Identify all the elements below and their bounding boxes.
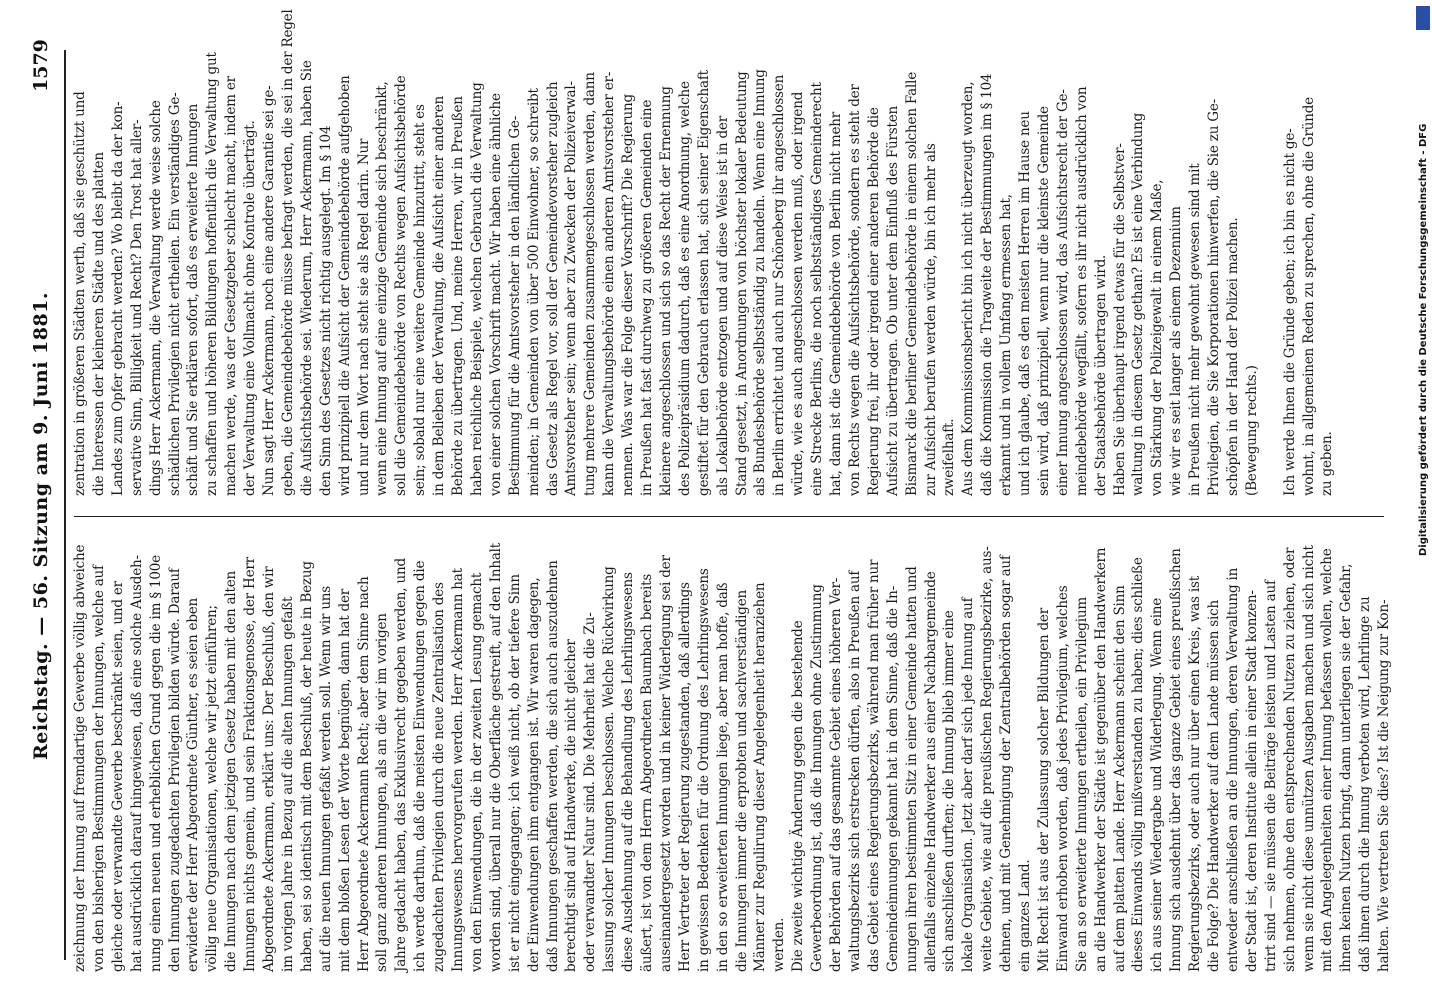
page-number: 1579 <box>30 39 52 92</box>
text-line: die Interessen der kleineren Städte und des platten <box>90 152 107 496</box>
text-line: Aus dem Kommissionsbericht bin ich nicht überzeugt worden, <box>960 81 977 496</box>
text-line: ein ganzes Land. <box>1017 859 1033 972</box>
text-line: Gemeindeinnungen gekannt hat in dem Sinne, daß die In- <box>884 586 901 972</box>
text-line: meindebehörde wegfällt, sofern es ihr nicht ausdrücklich von <box>1073 86 1090 496</box>
text-line: lokale Organisation. Jetzt aber darf sich jede Innung auf <box>960 597 977 972</box>
text-line: eine Strecke Berlins, die noch selbstständiges Gemeinderecht <box>809 82 826 496</box>
text-line: lassung solcher Innungen beschlossen. Welche Rückwirkung <box>601 566 618 972</box>
text-line: gestiftet für den Gebrauch erlassen hat, sich seiner Eigenschaft <box>695 70 712 496</box>
text-line: waltung in diesem Gesetz gethan? Es ist eine Verbindung <box>1130 112 1147 496</box>
text-line: trirt sind — sie müssen die Beiträge leisten und Lasten auf <box>1262 580 1279 972</box>
text-line: Innungswesens hervorgerufen werden. Herr Ackermann hat <box>450 568 466 972</box>
text-line: daß Innungen geschaffen werden, die sich auch auszudehnen <box>544 560 561 972</box>
text-line: und nur dem Wort nach steht sie als Regel darin. Nur <box>355 138 372 496</box>
text-line: zweifelhaft. <box>941 418 958 496</box>
text-line: Nun sagt Herr Ackermann, noch eine andere Garantie sei ge- <box>261 85 277 496</box>
text-line: zentration in größeren Städten werth, daß sie geschützt und <box>72 91 88 496</box>
text-line: des Polizeipräsidium dadurch, daß es eine Anordnung, welche <box>676 81 693 496</box>
text-line: in dem Belieben der Verwaltung, die Aufsicht einer anderen <box>431 95 448 496</box>
text-line: Privilegien, die Sie Korporationen hinwerfen, die Sie zu Ge- <box>1206 98 1222 496</box>
text-line: schöpfen in der Hand der Polizei machen. <box>1224 217 1241 496</box>
text-line: den Innungen zugedachten Privilegien bilden würde. Darauf <box>166 568 183 972</box>
text-line: Bestimmung für die Amtsvorsteher in den ländlichen Ge- <box>506 115 523 496</box>
text-line: im vorigen Jahre in Bezug auf die alten Innungen gefaßt <box>279 596 296 972</box>
text-line: der Einwendungen ihm entgangen ist. Wir waren dagegen, <box>525 577 542 972</box>
text-line: tung mehrere Gemeinden zusammengeschlossen werden, dann <box>582 72 599 496</box>
text-line: in Preußen nicht mehr gewohnt gewesen sind mit <box>1187 163 1204 496</box>
text-line: Landes zum Opfer gebracht werden? Wo bleibt da der kon- <box>109 101 126 496</box>
text-line: kleinere angeschlossen und sich so das Recht der Ernennung <box>657 86 674 496</box>
text-line: kann die Verwaltungsbehörde einen anderen Amtsvorsteher er- <box>601 71 618 496</box>
text-line: schädlichen Privilegien nicht ertheilen. Ein verständiges Ge- <box>166 92 183 496</box>
text-line: daß ihnen durch die Innung verboten wird, Lehrlinge zu <box>1357 596 1374 972</box>
text-line: Männer zur Regulirung dieser Angelegenheit heranziehen <box>752 582 769 972</box>
text-line: Aufsicht zu übertragen. Ob unter dem Einfluß des Fürsten <box>884 105 901 496</box>
text-line: auf dem platten Lande. Herr Ackermann scheint den Sinn <box>1111 585 1128 972</box>
text-line: daß die Kommission die Tragweite der Bestimmungen im § 104 <box>979 73 996 496</box>
text-line: Behörde zu übertragen. Und, meine Herren, wir in Preußen <box>450 96 466 496</box>
text-line: Amtsvorsteher sein; wenn aber zu Zwecken der Polizeiverwal- <box>563 81 580 496</box>
text-line: Abgeordnete Ackermann, erklärt uns: Der Beschluß, den wir <box>261 566 277 972</box>
text-line: dings Herr Ackermann, die Verwaltung werde weise solche <box>147 100 164 496</box>
text-line: haben reichliche Beispiele, welchen Gebrauch die Verwaltung <box>468 82 485 496</box>
text-line: der Stadt ist, deren Institute allein in einer Stadt konzen- <box>1243 590 1260 972</box>
text-line: halten. Wie vertreten Sie dies? Ist die Neigung zur Kon- <box>1376 599 1393 972</box>
text-line: servative Sinn, Billigkeit und Recht? Den Trost hat aller- <box>128 119 145 496</box>
text-line: soll ganz anderen Innungen, als an die wir im vorigen <box>374 613 391 972</box>
text-line: berechtigt sind auf Handwerke, die nicht gleicher <box>563 639 580 972</box>
text-line: nungen ihren bestimmten Sitz in einer Gemeinde hatten und <box>903 566 920 972</box>
text-line: erwiderte der Herr Abgeordnete Günther, es seien eben <box>185 597 202 972</box>
text-line: oder verwandter Natur sind. Die Mehrheit hat die Zu- <box>582 612 599 972</box>
text-line: Regierung frei, ihr oder irgend einer anderen Behörde die <box>865 107 882 496</box>
text-line: Herr Vertreter der Regierung zugestanden, daß allerdings <box>676 582 693 972</box>
text-line: als Bundesbehörde selbstständig zu handeln. Wenn eine Innung <box>752 69 769 496</box>
text-line: wohnt, in allgemeinen Reden zu sprechen, ohne die Gründe <box>1300 97 1317 496</box>
text-line: den Sinn des Gesetzes nicht richtig ausgelegt. Im § 104 <box>317 125 334 496</box>
text-line: ich aus seiner Wiedergabe und Widerlegung. Wenn eine <box>1149 597 1166 972</box>
text-line: Die zweite wichtige Änderung gegen die bestehende <box>790 620 807 972</box>
text-line: und ich glaube, daß es den meisten Herren im Hause neu <box>1017 111 1033 496</box>
text-line: waltungsbezirks sich erstrecken dürfen, also in Preußen auf <box>846 570 863 972</box>
text-line: das Gebiet eines Regierungsbezirks, während man früher nur <box>865 559 882 972</box>
text-line: sein wird, daß prinzipiell, wenn nur die kleinste Gemeinde <box>1035 106 1052 496</box>
text-line: sich nehmen, ohne den entsprechenden Nutzen zu ziehen, oder <box>1281 547 1298 972</box>
text-line: machen werde, was der Gesetzgeber schlecht macht, indem er <box>223 76 240 496</box>
text-line: Regierungsbezirks, oder auch nur über einen Kreis, was ist <box>1187 576 1204 972</box>
text-line: Einwand erhoben worden, daß jedes Privilegium, welches <box>1054 585 1071 972</box>
text-line: die Innungen immer die erprobten und sachverständigen <box>733 590 750 972</box>
text-line: von den Einwendungen, die in der zweiten Lesung gemacht <box>468 572 485 972</box>
text-line: Ich werde Ihnen die Gründe geben; ich bin es nicht ge- <box>1281 128 1298 496</box>
text-line: dehnen, und mit Genehmigung der Zentralbehörden sogar auf <box>998 555 1015 972</box>
header-rule <box>64 50 66 960</box>
text-line: zeichnung der Innung auf fremdartige Gewerbe völlig abweiche <box>72 544 88 972</box>
text-line: auseinandergesetzt worden und in keiner Widerlegung sei der <box>657 555 674 972</box>
text-line: wie wir es seit langer als einem Dezennium <box>1168 206 1185 496</box>
page-header-title: Reichstag. — 56. Sitzung am 9. Juni 1881. <box>30 291 52 760</box>
text-line: zu schaffen und höheren Bildungen hoffentlich die Verwaltung gut <box>204 52 221 496</box>
text-line: einer Innung angeschlossen wird, das Aufsichtsrecht der Ge- <box>1054 89 1071 496</box>
text-line: weite Gebiete, wie auf die preußischen Regierungsbezirke, aus- <box>979 546 996 972</box>
text-line: auf die neuen Innungen gefaßt werden soll. Wenn wir uns <box>317 585 334 972</box>
text-line: von Rechts wegen die Aufsichtsbehörde, sondern es steht der <box>846 84 863 496</box>
text-line: wenn eine Innung auf eine einzige Gemeinde sich beschränkt, <box>374 81 391 496</box>
text-line: Stand gesetzt, in Anordnungen von höchster lokaler Bedeutung <box>733 71 750 496</box>
text-line: entweder anschließen an die Innungen, deren Verwaltung in <box>1224 567 1241 972</box>
text-line: Innungen nichts gemein, und sein Fraktionsgenosse, der Herr <box>242 557 259 972</box>
text-line: von Stärkung der Polizeigewalt in einem Maße, <box>1149 179 1166 496</box>
text-line: als Lokalbehörde entzogen und auf diese Weise ist in der <box>714 116 731 496</box>
text-line: sich anschließen durften; die Innung blieb immer eine <box>941 610 958 972</box>
text-line: allenfalls einzelne Handwerker aus einer Nachbargemeinde <box>922 571 939 972</box>
text-line: zur Aufsicht berufen werden würde, bin ich mehr als <box>922 143 939 496</box>
text-line: haben, sei so identisch mit dem Beschluß, der heute in Bezug <box>298 561 315 972</box>
text-line: der Staatsbehörde übertragen wird. <box>1092 254 1109 496</box>
text-line: der Behörden auf das gesammte Gebiet eines höheren Ver- <box>828 577 844 972</box>
text-line: diese Ausdehnung auf die Behandlung des Lehrlingswesens <box>620 572 637 972</box>
text-line: ihnen keinen Nutzen bringt, dann unterliegen sie der Gefahr, <box>1338 563 1355 972</box>
text-line: nennen. Was war die Folge dieser Vorschrift? Die Regierung <box>620 94 637 496</box>
text-line: Innung sich ausdehnt über das ganze Gebiet eines preußischen <box>1168 548 1185 972</box>
text-line: Herr Abgeordnete Ackermann Recht; aber dem Sinne nach <box>355 576 372 972</box>
text-line: an die Handwerker der Städte ist gegenüber den Handwerkern <box>1092 547 1109 972</box>
text-line: von den bisherigen Bestimmungen der Innungen, welche auf <box>90 565 107 972</box>
text-line: dieses Einwands völlig mißverstanden zu haben; dies schließe <box>1130 557 1147 972</box>
digitization-note: Digitalisierung gefördert durch die Deutsche Forschungsgemeinschaft - DFG <box>1418 123 1429 556</box>
text-line: würde, wie es auch angeschlossen werden muß, oder irgend <box>790 91 807 496</box>
text-line: meinden; in Gemeinden von über 500 Einwohner, so schreibt <box>525 88 542 496</box>
column-divider <box>74 516 1384 517</box>
text-line: äußert, ist von dem Herrn Abgeordneten Baumbach bereits <box>639 573 655 972</box>
dfg-logo <box>1416 6 1430 30</box>
text-line: mit den Angelegenheiten einer Innung befassen wollen, welche <box>1319 548 1336 972</box>
text-line: ist er nicht eingegangen; ich weiß nicht, ob der tiefere Sinn <box>506 574 523 972</box>
text-line: Haben Sie überhaupt irgend etwas für die Selbstver- <box>1111 143 1128 496</box>
text-line: hat, dann ist die Gemeindebehörde von Berlin nicht mehr <box>828 111 844 496</box>
text-line: Gewerbeordnung ist, daß die Innungen ohne Zustimmung <box>809 584 826 972</box>
text-line: zugedachten Privilegien durch die neue Zentralisation des <box>431 582 448 972</box>
text-line: in Berlin errichtet und auch nur Schöneberg ihr angeschlossen <box>771 74 788 496</box>
text-line: in den so erweiterten Innungen liege, aber man hoffe, daß <box>714 582 731 972</box>
text-line: ich werde darthun, daß die meisten Einwendungen gegen die <box>412 560 429 972</box>
text-line: sein; sobald nur eine weitere Gemeinde hinzutritt, steht es <box>412 104 429 496</box>
text-line: wird prinzipiell die Aufsicht der Gemeindebehörde aufgehoben <box>336 75 353 496</box>
text-line: geben, die Gemeindebehörde müsse befragt werden, die sei in der Regel <box>279 9 296 496</box>
text-line: worden sind, überall nur die Oberfläche gestreift, auf den Inhalt <box>487 542 504 972</box>
text-line: das Gesetz als Regel vor, soll der Gemeindevorsteher zugleich <box>544 81 561 496</box>
text-line: gleiche oder verwandte Gewerbe beschränkt seien, und er <box>109 581 126 972</box>
text-line: (Bewegung rechts.) <box>1243 365 1260 496</box>
text-line: Sie an so erweiterte Innungen ertheilen, ein Privilegium <box>1073 597 1090 972</box>
text-line: in gewissen Bedenken für die Ordnung des Lehrlingswesens <box>695 568 712 972</box>
text-line: hat ausdrücklich darauf hingewiesen, daß eine solche Ausdeh- <box>128 555 145 972</box>
text-line: von einer solchen Vorschrift macht. Wir haben eine ähnliche <box>487 93 504 496</box>
text-line: Mit Recht ist aus der Zulassung solcher Bildungen der <box>1035 608 1052 972</box>
text-line: der Verwaltung eine Vollmacht ohne Kontrole überträgt. <box>242 120 259 496</box>
text-line: schäft und Sie erklären sofort, daß es erweiterte Innungen <box>185 103 202 496</box>
text-line: die Folge? Die Handwerker auf dem Lande müssen sich <box>1206 600 1222 972</box>
text-line: nung einen neuen und erheblichen Grund gegen die im § 100e <box>147 555 164 972</box>
text-line: erkannt und in vollem Umfang ermessen hat, <box>998 194 1015 496</box>
text-line: in Preußen hat fast durchweg zu größeren Gemeinden eine <box>639 99 655 496</box>
text-line: werden. <box>771 917 788 972</box>
text-line: die Aufsichtsbehörde sei. Wiederum, Herr Ackermann, haben Sie <box>298 60 315 496</box>
text-line: soll die Gemeindebehörde von Rechts wegen Aufsichtsbehörde <box>393 75 410 496</box>
text-line: zu geben. <box>1319 431 1336 496</box>
text-line: die Innungen nach dem jetzigen Gesetz haben mit den alten <box>223 570 240 972</box>
text-line: mit dem bloßen Lesen der Worte begnügen, dann hat der <box>336 588 353 972</box>
text-line: Jahre gedacht haben, das Exklusivrecht gegeben werden, und <box>393 558 410 972</box>
text-line: wenn sie nicht diese unnützen Ausgaben machen und sich nicht <box>1300 545 1317 972</box>
text-line: Bismarck die berliner Gemeindebehörde in einem solchen Falle <box>903 71 920 496</box>
text-line: völlig neue Organisationen, welche wir jetzt einführen; <box>204 605 221 972</box>
